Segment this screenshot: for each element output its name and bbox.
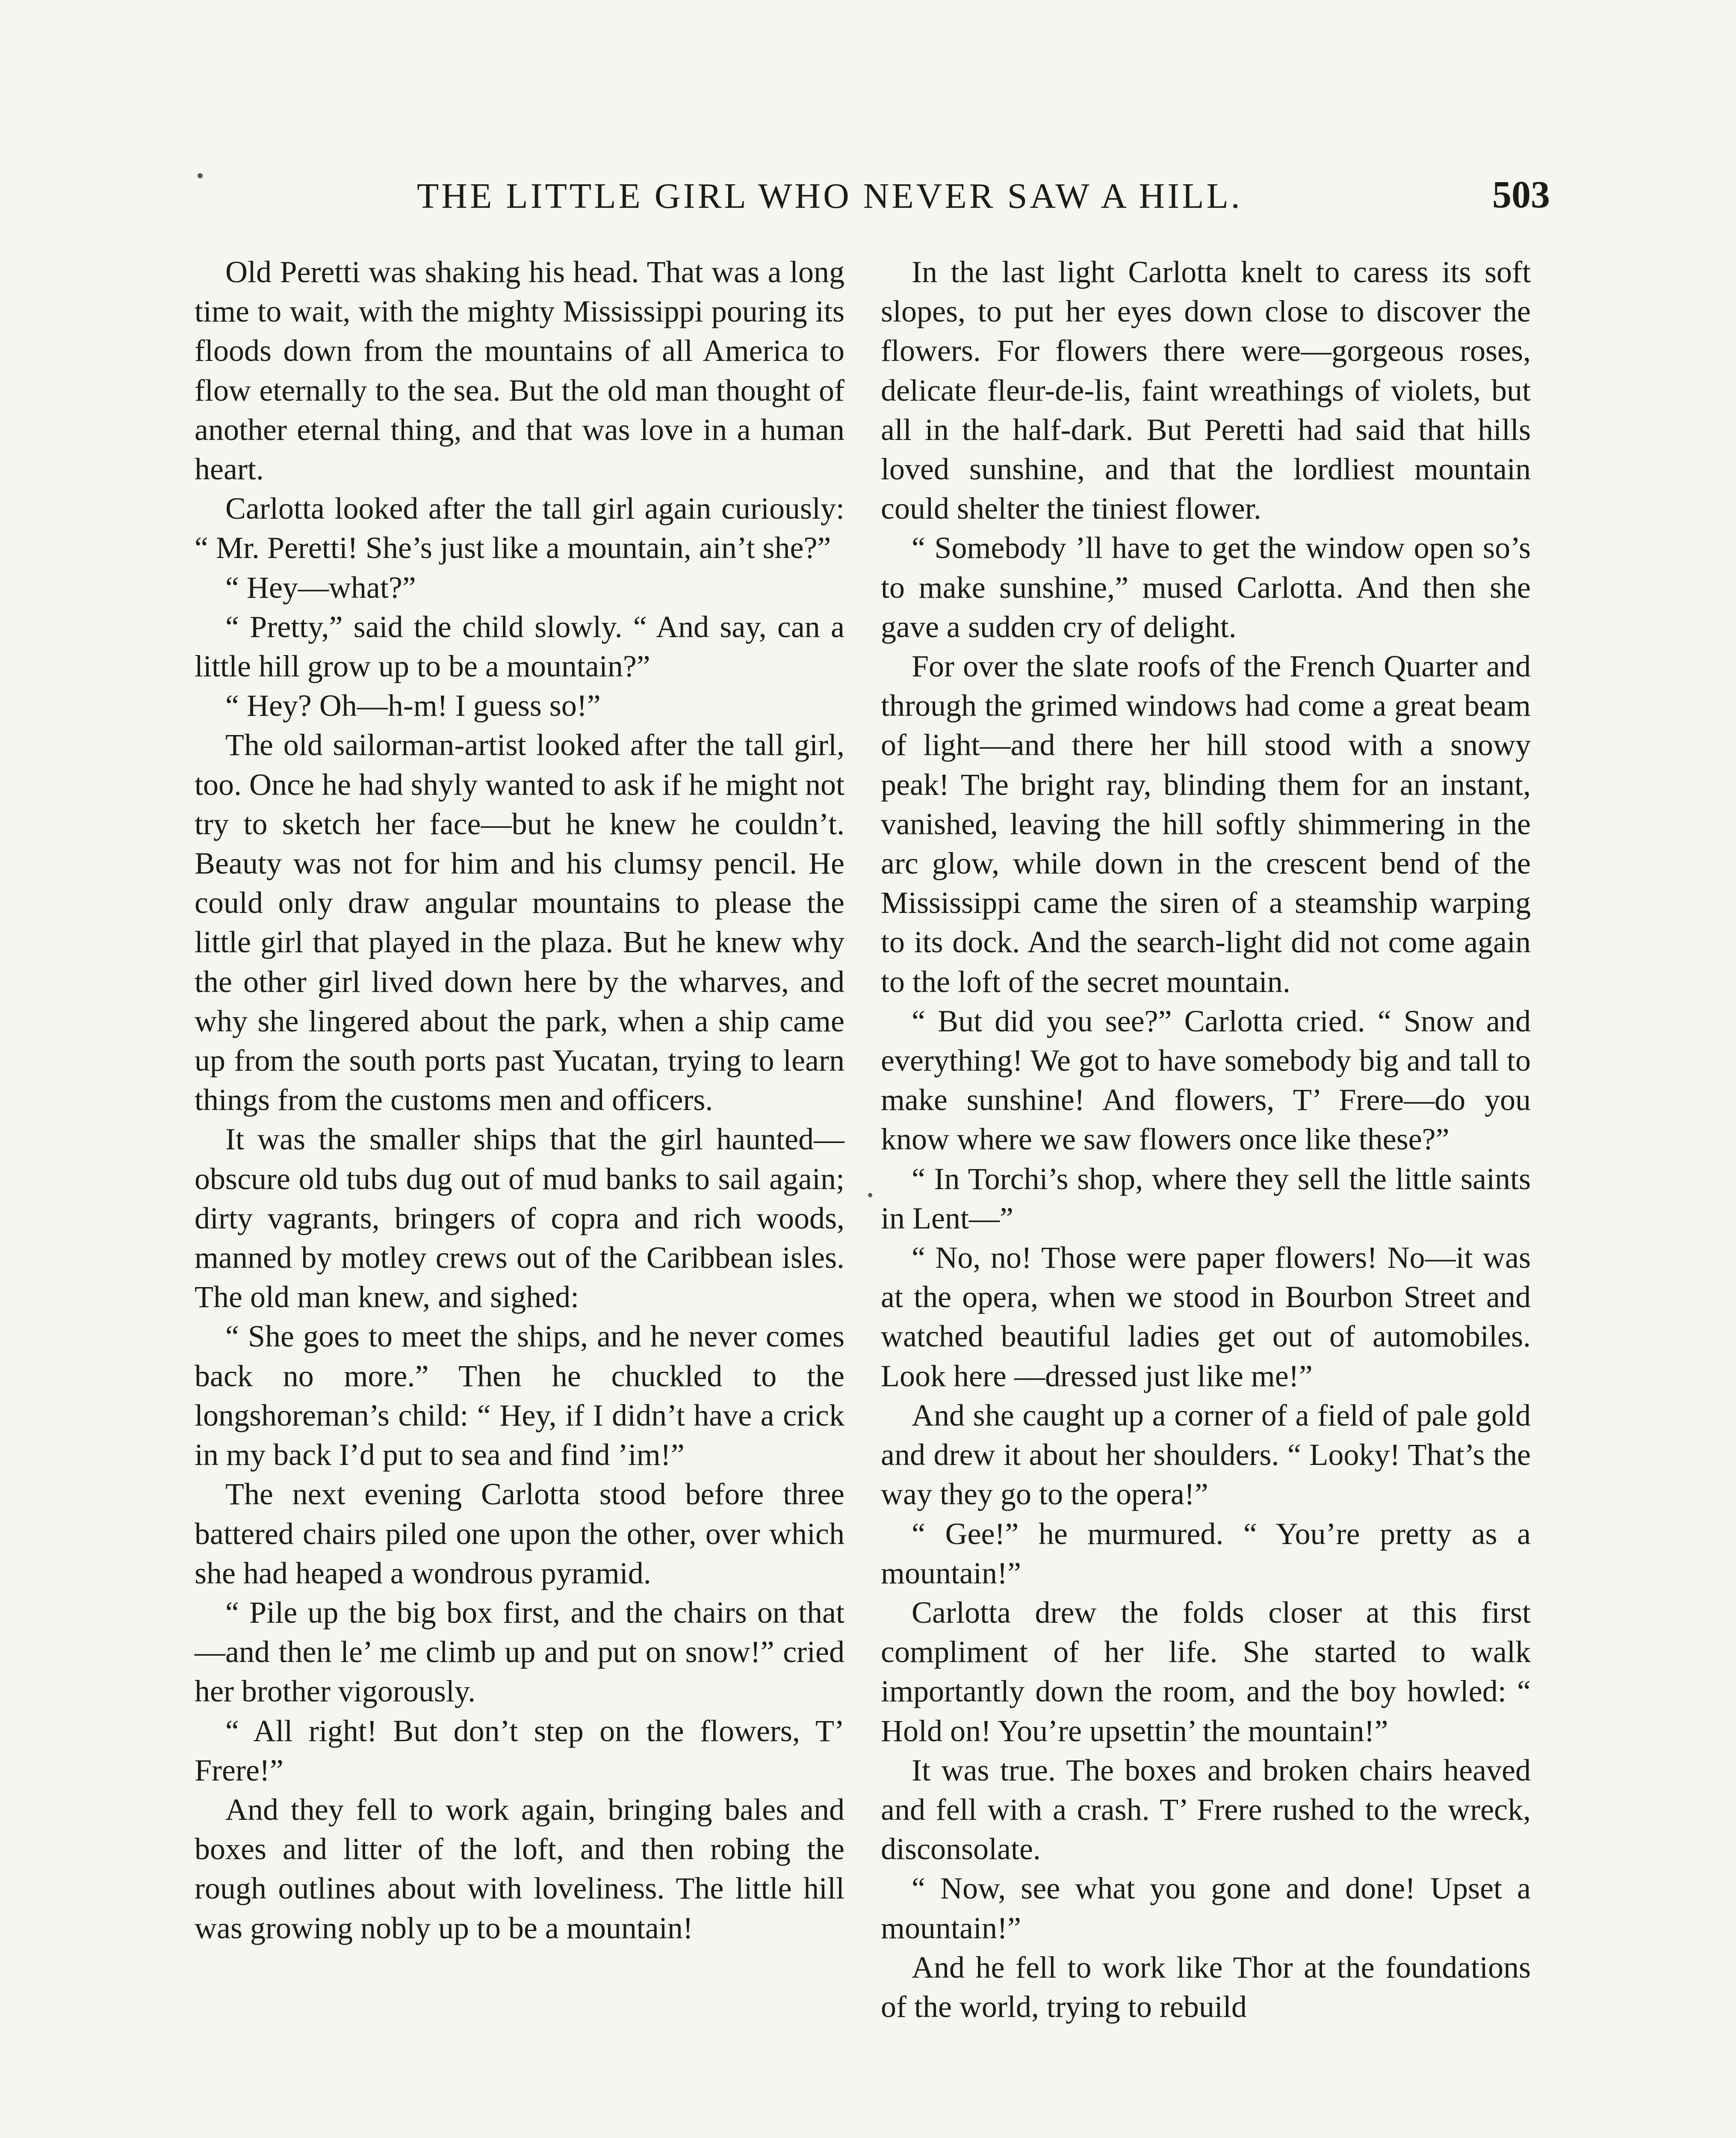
- paragraph: “ Hey—what?”: [225, 570, 416, 605]
- paragraph: For over the slate roofs of the French Quarter and through the grimed windows had come a great beam of light—and there her hill stood with a snowy peak! The bright ray, blinding them for an instant, vanished, leaving the hill softly shimmering in the arc glow, while down in the crescent bend of the Mississippi came the siren of a steamship warping to its dock. And the search-light did not come again to the loft of the secret mountain.: [881, 649, 1531, 999]
- running-title: THE LITTLE GIRL WHO NEVER SAW A HILL.: [417, 176, 1243, 216]
- paragraph: “ But did you see?” Carlotta cried. “ Snow and everything! We got to have somebody big and tall to make sunshine! And flowers, T’ Frere—do you know where we saw flowers once like these?”: [881, 1004, 1531, 1157]
- print-speck: [198, 173, 203, 178]
- paragraph: “ Somebody ’ll have to get the window open so’s to make sunshine,” mused Carlotta. And then she gave a sudden cry of delight.: [881, 531, 1531, 644]
- paragraph: Carlotta looked after the tall girl again curiously: “ Mr. Peretti! She’s just like a mountain, ain’t she?”: [195, 491, 844, 565]
- paragraph: “ Pretty,” said the child slowly. “ And say, can a little hill grow up to be a mountain?”: [195, 609, 844, 684]
- paragraph: “ Gee!” he murmured. “ You’re pretty as a mountain!”: [881, 1516, 1531, 1590]
- paragraph: “ Hey? Oh—h-m! I guess so!”: [225, 688, 601, 723]
- paragraph: In the last light Carlotta knelt to caress its soft slopes, to put her eyes down close to discover the flowers. For flowers there were—gorgeous roses, delicate fleur-de-lis, faint wreathings of violets, but all in the half-dark. But Peretti had said that hills loved sunshine, and that the lordliest mountain could shelter the tiniest flower.: [881, 255, 1531, 526]
- paragraph: “ No, no! Those were paper flowers! No—it was at the opera, when we stood in Bourbon Street and watched beautiful ladies get out of automobiles. Look here —dressed just like me!”: [881, 1240, 1531, 1393]
- paragraph: “ All right! But don’t step on the flowers, T’ Frere!”: [195, 1713, 844, 1787]
- paragraph: The next evening Carlotta stood before three battered chairs piled one upon the other, over which she had heaped a wondrous pyramid.: [195, 1477, 844, 1590]
- print-speck: [868, 1193, 872, 1197]
- left-column: [195, 252, 844, 1948]
- paragraph: “ She goes to meet the ships, and he never comes back no more.” Then he chuckled to the longshoreman’s child: “ Hey, if I didn’t have a crick in my back I’d put to sea and find ’im!”: [195, 1319, 844, 1472]
- running-header: [203, 171, 1550, 231]
- paragraph: And he fell to work like Thor at the foundations of the world, trying to rebuild: [881, 1950, 1531, 2024]
- paragraph: And they fell to work again, bringing bales and boxes and litter of the loft, and then robing the rough outlines about with loveliness. The little hill was growing nobly up to be a mountain!: [195, 1792, 844, 1945]
- paragraph: “ Now, see what you gone and done! Upset a mountain!”: [881, 1871, 1531, 1945]
- right-column: [881, 252, 1531, 2026]
- paragraph: It was true. The boxes and broken chairs heaved and fell with a crash. T’ Frere rushed to the wreck, disconsolate.: [881, 1753, 1531, 1866]
- paragraph: It was the smaller ships that the girl haunted—obscure old tubs dug out of mud banks to sail again; dirty vagrants, bringers of copra and rich woods, manned by motley crews out of the Caribbean isles. The old man knew, and sighed:: [195, 1122, 844, 1314]
- paragraph: And she caught up a corner of a field of pale gold and drew it about her shoulders. “ Looky! That’s the way they go to the opera!”: [881, 1398, 1531, 1512]
- page-number: 503: [1492, 174, 1550, 216]
- paragraph: Old Peretti was shaking his head. That was a long time to wait, with the mighty Mississippi pouring its floods down from the mountains of all America to flow eternally to the sea. But the old man thought of another eternal thing, and that was love in a human heart.: [195, 255, 844, 487]
- paragraph: Carlotta drew the folds closer at this first compliment of her life. She started to walk importantly down the room, and the boy howled: “ Hold on! You’re upsettin’ the mountain!”: [881, 1595, 1531, 1748]
- paragraph: “ Pile up the big box first, and the chairs on that—and then le’ me climb up and put on snow!” cried her brother vigorously.: [195, 1595, 844, 1709]
- paragraph: The old sailorman-artist looked after the tall girl, too. Once he had shyly wanted to ask if he might not try to sketch her face—but he knew he couldn’t. Beauty was not for him and his clumsy pencil. He could only draw angular mountains to please the little girl that played in the plaza. But he knew why the other girl lived down here by the wharves, and why she lingered about the park, when a ship came up from the south ports past Yucatan, trying to learn things from the customs men and officers.: [195, 728, 844, 1117]
- paragraph: “ In Torchi’s shop, where they sell the little saints in Lent—”: [881, 1161, 1531, 1235]
